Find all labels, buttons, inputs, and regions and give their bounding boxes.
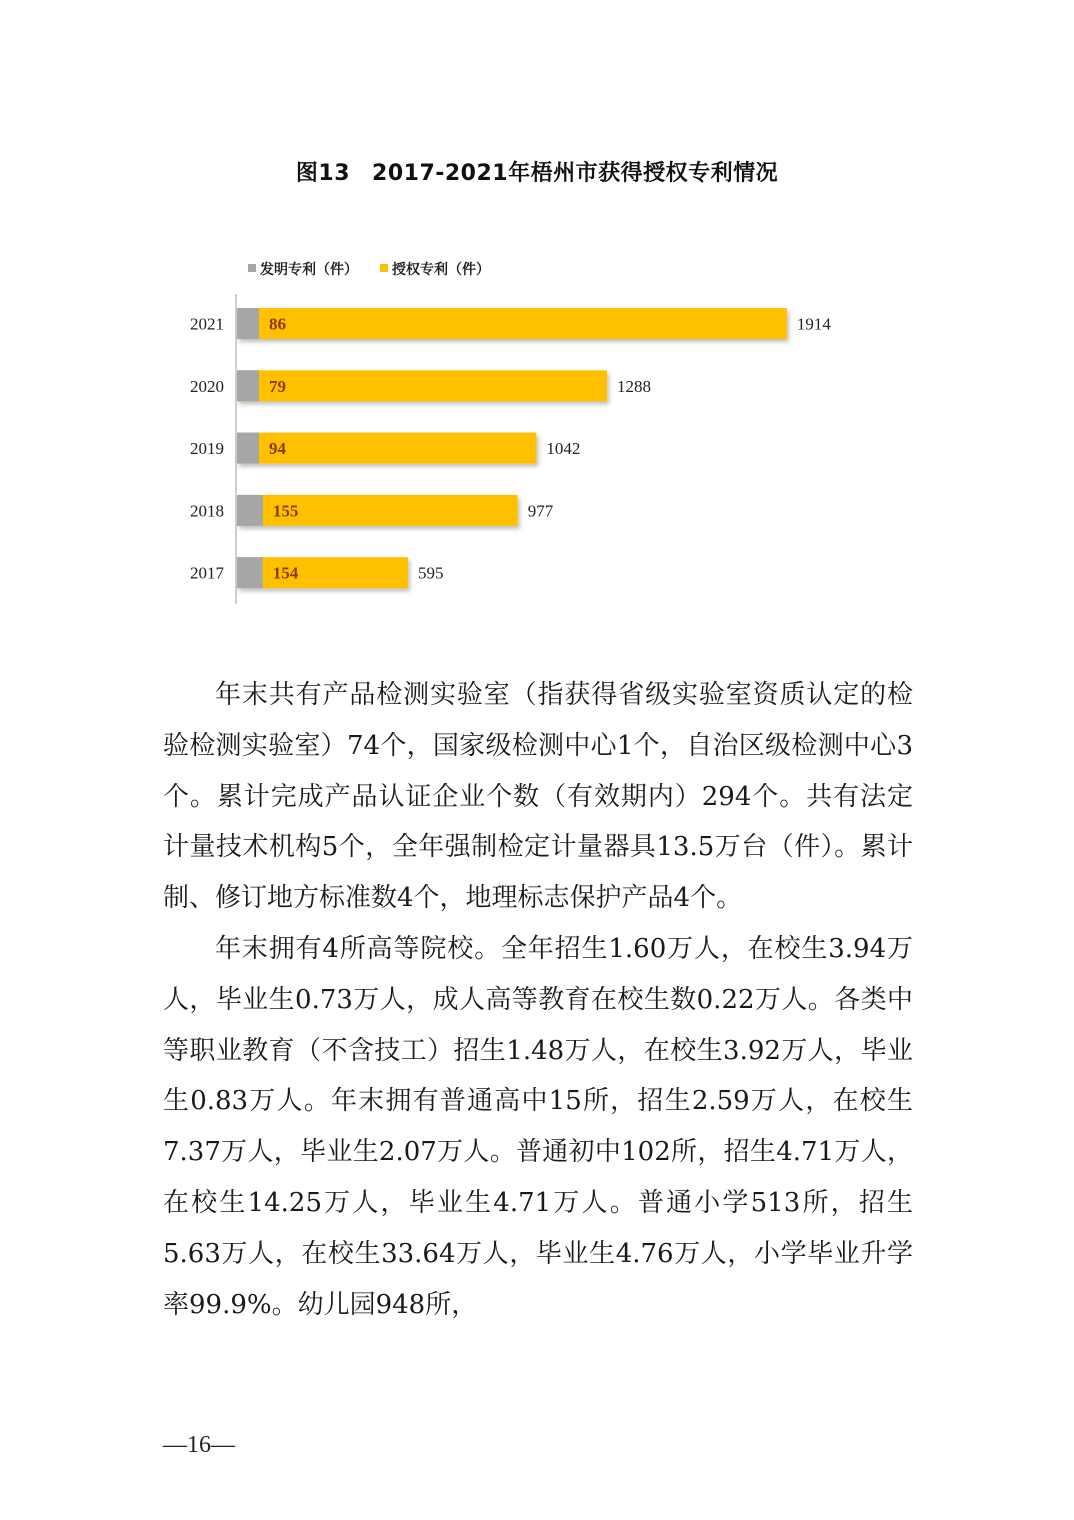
legend-label-1: 授权专利（件）	[392, 262, 490, 278]
category-label: 2020	[190, 376, 224, 396]
data-label-invention: 94	[269, 439, 286, 459]
patent-bar-chart	[160, 240, 920, 620]
category-label: 2018	[190, 501, 224, 521]
paragraph-quality-inspection: 年末共有产品检测实验室（指获得省级实验室资质认定的检验检测实验室）74个，国家级检测中心1个，自治区级检测中心3个。累计完成产品认证企业个数（有效期内）294个。共有法定计量技术机构5个，全年强制检定计量器具13.5万台（件）。累计制、修订地方标准数4个，地理标志保护产品4个。	[163, 680, 913, 914]
bar-row-2021	[190, 308, 831, 339]
body-text	[163, 670, 913, 1330]
legend-label-0: 发明专利（件）	[260, 262, 358, 278]
category-label: 2019	[190, 439, 224, 459]
bar-row-2020	[190, 370, 651, 401]
bar-invention-2021	[237, 308, 259, 339]
bar-authorized-2021	[237, 308, 787, 339]
data-label-invention: 79	[269, 376, 286, 396]
bar-authorized-2020	[237, 370, 607, 401]
legend-swatch-0	[248, 264, 256, 272]
data-label-authorized: 1914	[796, 314, 831, 334]
chart-legend	[248, 261, 490, 278]
data-label-authorized: 595	[417, 563, 444, 583]
paragraph-education: 年末拥有4所高等院校。全年招生1.60万人，在校生3.94万人，毕业生0.73万人，成人高等教育在校生数0.22万人。各类中等职业教育（不含技工）招生1.48万人，在校生3.92万人，毕业生0.83万人。年末拥有普通高中15所，招生2.59万人，在校生7.37万人，毕业生2.07万人。普通初中102所，招生4.71万人，在校生14.25万人，毕业生4.71万人。普通小学513所，招生5.63万人，在校生33.64万人，毕业生4.76万人，小学毕业升学率99.9%。幼儿园948所，	[163, 933, 913, 1320]
data-label-invention: 155	[272, 501, 299, 521]
category-label: 2021	[190, 314, 224, 334]
bar-row-2018	[190, 495, 554, 526]
data-label-authorized: 977	[527, 501, 554, 521]
data-label-authorized: 1042	[546, 439, 581, 459]
category-label: 2017	[190, 563, 224, 583]
data-label-invention: 86	[269, 314, 286, 334]
legend-swatch-1	[380, 264, 388, 272]
bar-invention-2017	[237, 557, 263, 588]
bar-invention-2019	[237, 433, 259, 464]
page-number: —16—	[163, 1432, 235, 1458]
data-label-authorized: 1288	[617, 376, 652, 396]
bar-row-2019	[190, 433, 580, 464]
chart-bars	[190, 308, 831, 588]
figure-title	[0, 156, 1074, 187]
figure-caption: 2017-2021年梧州市获得授权专利情况	[372, 161, 779, 186]
bar-row-2017	[190, 557, 443, 588]
data-label-invention: 154	[272, 563, 299, 583]
figure-number: 图13	[295, 161, 351, 186]
bar-invention-2018	[237, 495, 263, 526]
bar-invention-2020	[237, 370, 259, 401]
